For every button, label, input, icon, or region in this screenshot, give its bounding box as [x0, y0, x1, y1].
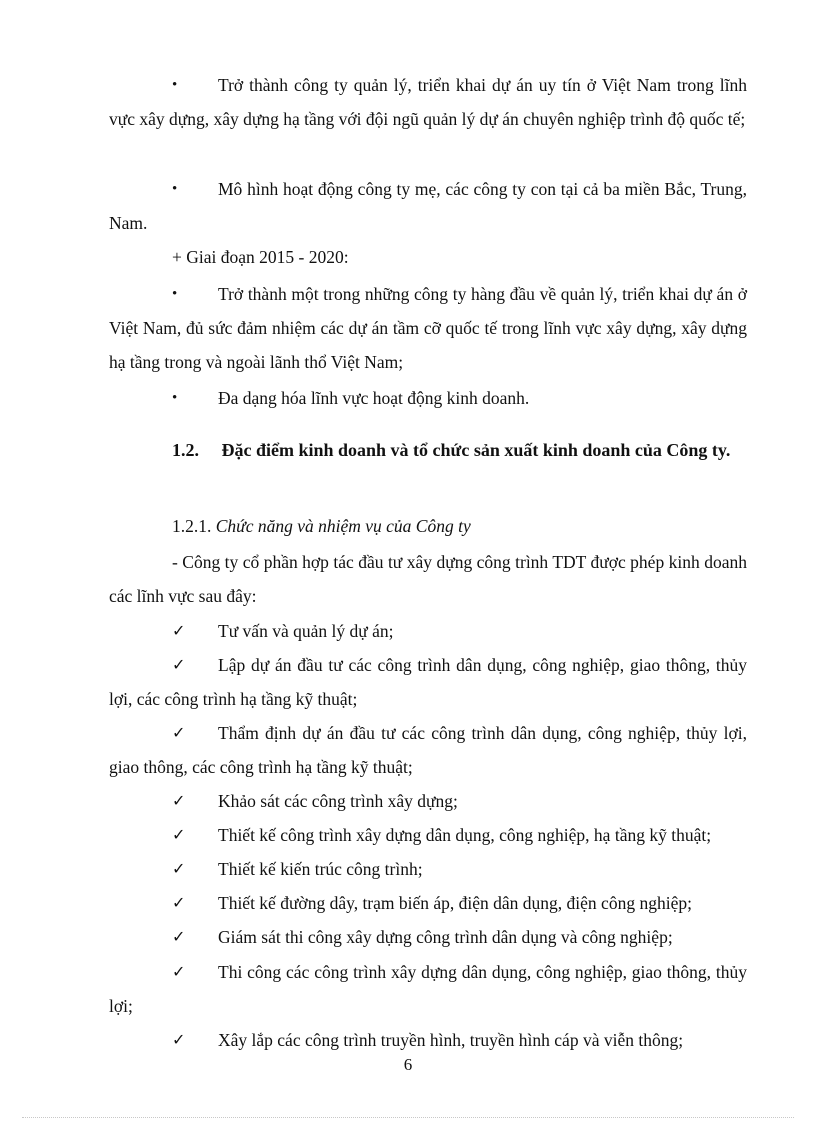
checklist-item [109, 852, 747, 886]
bullet-item [109, 172, 747, 240]
checklist-text: Thiết kế đường dây, trạm biến áp, điện dân dụng, điện công nghiệp; [218, 893, 692, 913]
checklist-text: Thiết kế kiến trúc công trình; [218, 859, 423, 879]
checklist-text: Thẩm định dự án đầu tư các công trình dân dụng, công nghiệp, thủy lợi, giao thông, các công trình hạ tầng kỹ thuật; [109, 723, 747, 777]
check-icon: ✓ [172, 859, 186, 878]
page-number: 6 [403, 1055, 413, 1074]
checklist-text: Khảo sát các công trình xây dựng; [218, 791, 458, 811]
check-icon: ✓ [172, 893, 186, 912]
bullet-text: Đa dạng hóa lĩnh vực hoạt động kinh doanh. [218, 388, 530, 408]
bullet-text: Trở thành công ty quản lý, triển khai dự án uy tín ở Việt Nam trong lĩnh vực xây dựng, xây dựng hạ tầng với đội ngũ quản lý dự án chuyên nghiệp trình độ quốc tế; [109, 75, 747, 129]
checklist-text: Thi công các công trình xây dựng dân dụng, công nghiệp, giao thông, thủy lợi; [109, 962, 747, 1016]
checklist-item [109, 955, 747, 1023]
bullet-text: Trở thành một trong những công ty hàng đầu về quản lý, triển khai dự án ở Việt Nam, đủ sức đảm nhiệm các dự án tầm cỡ quốc tế trong lĩnh vực xây dựng, xây dựng hạ tầng trong và ngoài lãnh thổ Việt Nam; [109, 284, 747, 372]
check-icon: ✓ [172, 723, 186, 742]
bullet-item [109, 277, 747, 379]
checklist-item [109, 886, 747, 920]
checklist-text: Giám sát thi công xây dựng công trình dân dụng và công nghiệp; [218, 927, 673, 947]
checklist-text: Xây lắp các công trình truyền hình, truyền hình cáp và viễn thông; [218, 1030, 684, 1050]
subsection-heading [172, 509, 471, 543]
section-heading [109, 430, 749, 470]
bullet-item [109, 68, 747, 136]
section-title: Đặc điểm kinh doanh và tổ chức sản xuất kinh doanh của Công ty. [221, 440, 731, 460]
bullet-text: Mô hình hoạt động công ty mẹ, các công ty con tại cả ba miền Bắc, Trung, Nam. [109, 179, 747, 233]
checklist-item [109, 920, 747, 954]
bullet-icon: • [172, 77, 178, 93]
checklist-item [109, 1023, 747, 1057]
check-icon: ✓ [172, 791, 186, 810]
subsection-title: Chức năng và nhiệm vụ của Công ty [215, 516, 471, 536]
check-icon: ✓ [172, 927, 186, 946]
checklist-item [109, 648, 747, 716]
stage-label: + Giai đoạn 2015 - 2020: [172, 247, 349, 267]
bullet-item [109, 381, 747, 415]
check-icon: ✓ [172, 1030, 186, 1049]
check-icon: ✓ [172, 621, 186, 640]
checklist-item [109, 614, 747, 648]
intro-paragraph [109, 545, 747, 613]
bullet-icon: • [172, 286, 178, 302]
checklist-item [109, 784, 747, 818]
checklist-item [109, 716, 747, 784]
section-number: 1.2. [172, 440, 199, 460]
intro-text: - Công ty cổ phần hợp tác đầu tư xây dựng công trình TDT được phép kinh doanh các lĩnh vực sau đây: [109, 552, 747, 606]
bullet-icon: • [172, 181, 178, 197]
check-icon: ✓ [172, 655, 186, 674]
checklist-item [109, 818, 747, 852]
bullet-icon: • [172, 390, 178, 406]
subsection-number: 1.2.1. [172, 516, 212, 536]
page-divider [22, 1117, 794, 1118]
checklist-text: Lập dự án đầu tư các công trình dân dụng, công nghiệp, giao thông, thủy lợi, các công trình hạ tầng kỹ thuật; [109, 655, 747, 709]
checklist-text: Tư vấn và quản lý dự án; [218, 621, 394, 641]
check-icon: ✓ [172, 825, 186, 844]
checklist-text: Thiết kế công trình xây dựng dân dụng, công nghiệp, hạ tầng kỹ thuật; [218, 825, 712, 845]
check-icon: ✓ [172, 962, 186, 981]
